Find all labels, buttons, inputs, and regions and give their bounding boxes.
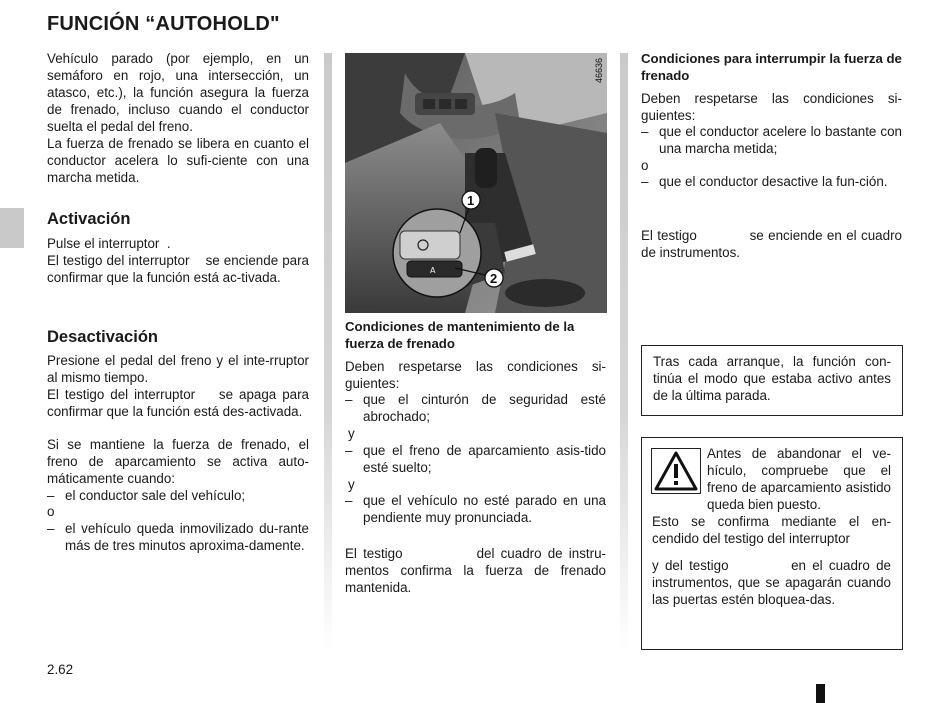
list-item-text: que el conductor acelere lo bastante con una marcha metida; — [659, 124, 902, 156]
section-tab — [0, 208, 24, 248]
list-item — [47, 488, 309, 505]
intro-paragraph-2: La fuerza de frenado se libera en cuanto el conductor acelera lo sufi-ciente con una marcha metida. — [47, 136, 309, 185]
maintenance-heading: Condiciones de mantenimiento de la fuerza de frenado — [345, 319, 575, 351]
interrupt-lead: Deben respetarse las condiciones si-guientes: — [641, 91, 902, 123]
list-item — [641, 174, 902, 191]
warning-icon — [651, 448, 701, 494]
interrupt-footer: El testigo se enciende en el cuadro de instrumentos. — [641, 228, 906, 260]
or-connector: o — [47, 504, 55, 519]
column-divider — [324, 53, 332, 653]
warning-text: Antes de abandonar el ve-hículo, compruebe que el freno de aparcamiento asistido queda bien puesto. — [707, 446, 891, 512]
list-dash: – — [345, 392, 353, 407]
activation-text: Pulse el interruptor . — [47, 236, 171, 251]
maintenance-footer: El testigo del cuadro de instru-mentos confirma la fuerza de frenado mantenida. — [345, 546, 610, 595]
page-marker — [816, 684, 825, 703]
list-item — [345, 493, 606, 527]
activation-heading: Activación — [47, 210, 131, 228]
list-item — [345, 392, 606, 426]
list-item-text: el conductor sale del vehículo; — [65, 488, 246, 503]
list-dash: – — [641, 174, 649, 189]
deactivation-heading: Desactivación — [47, 328, 158, 346]
or-connector: o — [641, 158, 649, 173]
list-item — [47, 521, 309, 555]
list-dash: – — [47, 488, 55, 503]
center-console-photo — [345, 53, 607, 313]
deactivation-text: Presione el pedal del freno y el inte-rruptor al mismo tiempo. — [47, 353, 324, 385]
svg-text:A: A — [430, 266, 436, 275]
list-dash: – — [345, 443, 353, 458]
page-title: FUNCIÓN “AUTOHOLD" — [47, 13, 280, 35]
list-dash: – — [47, 521, 55, 536]
warning-text-3: y del testigo en el cuadro de instrumentos, que se apagarán cuando las puertas estén bloquea-das. — [652, 558, 895, 607]
list-item-text: el vehículo queda inmovilizado du-rante más de tres minutos aproxima-damente. — [65, 521, 309, 553]
list-item-text: que el cinturón de seguridad esté abrochado; — [363, 392, 606, 424]
list-dash: – — [641, 124, 649, 139]
activation-text-2: El testigo del interruptor se enciende para confirmar que la función está ac-tivada. — [47, 253, 313, 285]
list-dash: – — [345, 493, 353, 508]
warning-text-2: Esto se confirma mediante el en-cendido del testigo del interruptor — [652, 514, 891, 546]
interrupt-heading: Condiciones para interrumpir la fuerza de frenado — [641, 51, 902, 83]
callout-2-label: 2 — [490, 271, 498, 286]
list-item-text: que el conductor desactive la fun-ción. — [659, 174, 888, 189]
figure-number: 46636 — [594, 58, 604, 84]
list-item — [641, 124, 902, 158]
and-connector: y — [348, 477, 355, 492]
note-text: Tras cada arranque, la función con-tinúa el modo que estaba activo antes de la última parada. — [653, 354, 891, 403]
car-interior-illustration — [345, 53, 607, 313]
and-connector: y — [348, 426, 355, 441]
callout-1-label: 1 — [467, 193, 475, 208]
page-number: 2.62 — [47, 662, 74, 677]
deactivation-text-3: Si se mantiene la fuerza de frenado, el freno de aparcamiento se activa auto-máticamente cuando: — [47, 437, 309, 486]
maintenance-lead: Deben respetarse las condiciones si-guientes: — [345, 359, 606, 391]
intro-paragraph: Vehículo parado (por ejemplo, en un semáforo en rojo, una intersección, un atasco, etc.), la función asegura la fuerza de frenado, incluso cuando el conductor suelta el pedal del freno. — [47, 51, 309, 134]
warning-box — [641, 437, 903, 650]
deactivation-text-2: El testigo del interruptor se apaga para confirmar que la función está des-activada. — [47, 387, 313, 419]
note-box — [641, 345, 903, 416]
list-item-text: que el freno de aparcamiento asis-tido esté suelto; — [363, 443, 606, 475]
column-divider — [620, 53, 628, 653]
list-item — [345, 443, 606, 477]
list-item-text: que el vehículo no esté parado en una pendiente muy pronunciada. — [363, 493, 606, 525]
